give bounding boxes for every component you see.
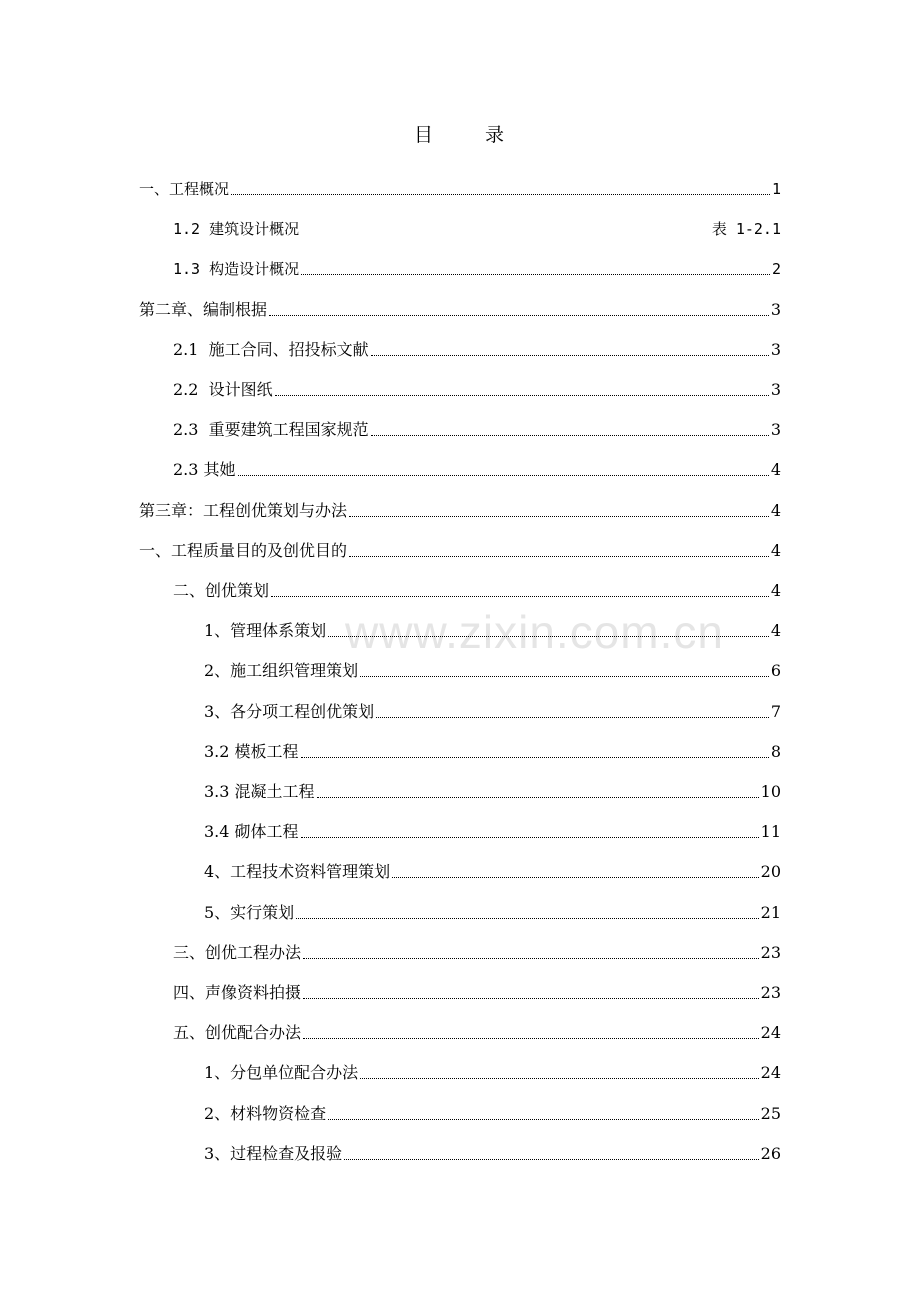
toc-entry[interactable]: [204, 658, 781, 682]
toc-entry-label: 五、创优配合办法: [173, 1023, 302, 1043]
toc-entry-page-number: 4: [770, 500, 781, 520]
toc-entry[interactable]: [173, 216, 781, 240]
toc-entry-page-number: 3: [770, 380, 781, 399]
toc-entry[interactable]: [139, 176, 781, 200]
toc-entry[interactable]: [204, 900, 781, 924]
toc-entry[interactable]: [173, 980, 781, 1004]
toc-entry-leader-dots: [301, 274, 770, 275]
toc-entry[interactable]: [173, 377, 781, 401]
toc-entry-label: 3.3 混凝土工程: [204, 782, 315, 801]
toc-entry-page-number: 6: [770, 661, 781, 681]
toc-entry[interactable]: [204, 739, 781, 763]
toc-entry[interactable]: [173, 1020, 781, 1044]
toc-entry-leader-dots: [275, 395, 769, 396]
toc-entry-label: 第三章：工程创优策划与办法: [139, 500, 348, 520]
toc-entry-label: 4、工程技术资料管理策划: [204, 862, 391, 882]
toc-entry-page-number: 23: [760, 942, 781, 962]
toc-entry-page-number: 表 1-2.1: [711, 220, 781, 239]
toc-entry[interactable]: [204, 1101, 781, 1125]
toc-entry-label: 1.2 建筑设计概况: [173, 220, 300, 239]
toc-entry-label: 2.3 重要建筑工程国家规范: [173, 420, 369, 440]
toc-entry-page-number: 21: [760, 902, 781, 922]
page-title: [0, 120, 920, 147]
toc-entry-page-number: 3: [770, 420, 781, 440]
toc-entry[interactable]: [204, 1141, 781, 1165]
toc-entry-label: 一、工程质量目的及创优目的: [139, 540, 348, 560]
toc-entry-label: 1、分包单位配合办法: [204, 1063, 359, 1083]
toc-entry-page-number: 4: [770, 460, 781, 480]
toc-entry-leader-dots: [303, 1038, 759, 1039]
toc-entry-page-number: 7: [770, 701, 781, 721]
watermark: www.zixin.com.cn: [345, 606, 724, 658]
toc-entry-page-number: 4: [770, 581, 781, 600]
toc-entry-leader-dots: [269, 315, 769, 316]
toc-entry-label: 2、施工组织管理策划: [204, 661, 359, 681]
toc-entry-label: 二、创优策划: [173, 581, 270, 600]
toc-entry-leader-dots: [328, 1119, 758, 1120]
toc-entry-label: 2.2 设计图纸: [173, 380, 273, 399]
toc-entry[interactable]: [139, 297, 781, 321]
toc-entry-leader-dots: [303, 958, 759, 959]
toc-entry-leader-dots: [238, 475, 769, 476]
toc-entry[interactable]: [139, 498, 781, 522]
toc-entry-leader-dots: [301, 837, 759, 838]
toc-entry-label: 第二章、编制根据: [139, 299, 268, 319]
toc-entry[interactable]: [173, 256, 781, 280]
toc-entry[interactable]: [139, 538, 781, 562]
toc-entry-page-number: 4: [770, 621, 781, 641]
toc-entry-page-number: 24: [760, 1023, 781, 1043]
toc-entry[interactable]: [204, 699, 781, 723]
toc-entry-leader-dots: [303, 998, 759, 999]
toc-entry-leader-dots: [271, 596, 769, 597]
toc-entry-leader-dots: [231, 194, 770, 195]
toc-entry[interactable]: [173, 417, 781, 441]
toc-entry-page-number: 10: [760, 782, 781, 801]
toc-entry-page-number: 1: [771, 180, 781, 198]
toc-entry[interactable]: [173, 337, 781, 361]
toc-entry-label: 2.3 其她: [173, 460, 236, 480]
toc-entry[interactable]: [204, 779, 781, 803]
toc-entry-leader-dots: [328, 636, 769, 637]
toc-entry-page-number: 2: [771, 260, 781, 279]
toc-entry-leader-dots: [317, 797, 759, 798]
toc-entry-label: 1、管理体系策划: [204, 621, 327, 641]
toc-entry-leader-dots: [392, 877, 758, 878]
toc-entry-leader-dots: [349, 516, 769, 517]
toc-entry[interactable]: [173, 940, 781, 964]
toc-entry-label: 5、实行策划: [204, 902, 295, 922]
title-part1: 目: [413, 124, 435, 146]
toc-entry-label: 四、声像资料拍摄: [173, 983, 302, 1002]
toc-entry[interactable]: [204, 618, 781, 642]
toc-entry-label: 3、过程检查及报验: [204, 1143, 343, 1163]
toc-entry-page-number: 3: [770, 339, 781, 359]
toc-entry-page-number: 23: [760, 983, 781, 1002]
toc-entry-label: 2、材料物资检查: [204, 1103, 327, 1123]
toc-entry-label: 三、创优工程办法: [173, 942, 302, 962]
toc-entry-page-number: 24: [760, 1063, 781, 1083]
toc-entry[interactable]: [204, 1060, 781, 1084]
toc-entry-leader-dots: [344, 1159, 758, 1160]
toc-entry-label: 3.2 模板工程: [204, 741, 299, 761]
toc-entry-leader-dots: [360, 676, 769, 677]
toc-entry-label: 3、各分项工程创优策划: [204, 701, 375, 721]
toc-entry-leader-dots: [301, 757, 769, 758]
toc-entry[interactable]: [173, 578, 781, 602]
toc-entry-leader-dots: [360, 1078, 758, 1079]
toc-entry-label: 3.4 砌体工程: [204, 822, 299, 842]
toc-entry-label: 1.3 构造设计概况: [173, 260, 300, 279]
toc-entry-page-number: 3: [770, 299, 781, 319]
toc-entry-page-number: 25: [760, 1103, 781, 1123]
toc-entry-leader-dots: [371, 435, 769, 436]
toc-entry-page-number: 26: [760, 1143, 781, 1163]
toc-entry-page-number: 20: [760, 862, 781, 882]
toc-entry[interactable]: [173, 457, 781, 481]
toc-entry-page-number: 8: [770, 741, 781, 761]
toc-entry-leader-dots: [376, 717, 769, 718]
toc-entry[interactable]: [204, 819, 781, 843]
toc-entry-label: 2.1 施工合同、招投标文献: [173, 339, 369, 359]
toc-entry[interactable]: [204, 859, 781, 883]
toc-entry-page-number: 11: [760, 822, 781, 842]
toc-entry-leader-dots: [371, 355, 769, 356]
toc-entry-leader-dots: [349, 556, 769, 557]
title-part2: 录: [485, 124, 507, 146]
toc-entry-page-number: 4: [770, 540, 781, 560]
toc-entry-label: 一、工程概况: [139, 180, 230, 198]
toc-entry-leader-dots: [296, 918, 758, 919]
